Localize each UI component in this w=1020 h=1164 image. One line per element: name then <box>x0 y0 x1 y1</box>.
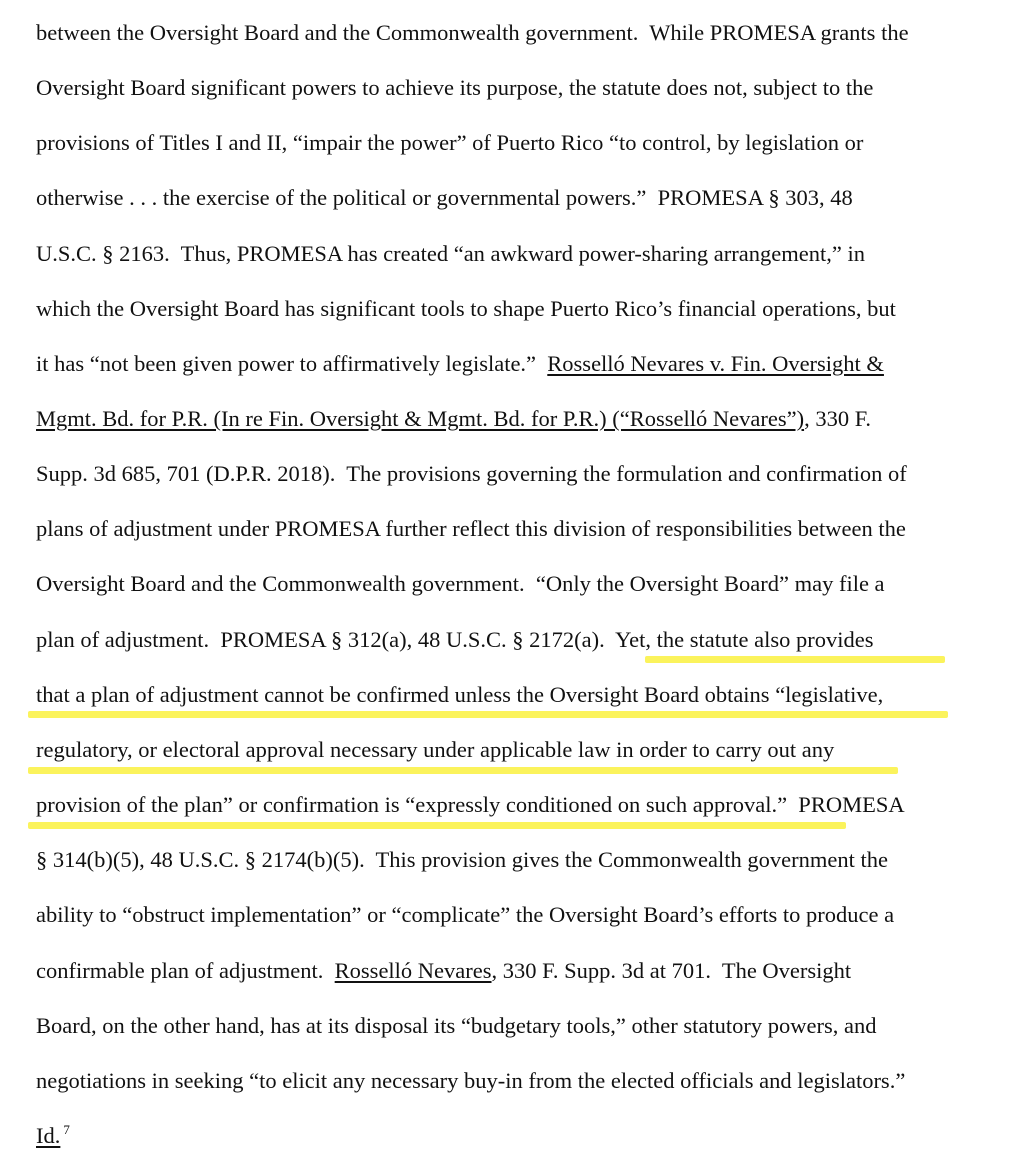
footnote-marker[interactable]: 7 <box>63 1122 70 1137</box>
text-line <box>36 1067 905 1095</box>
text-line <box>36 736 834 764</box>
case-citation-link: Mgmt. Bd. for P.R. (In re Fin. Oversight & Mgmt. Bd. for P.R.) (“Rosselló Nevares”) <box>36 406 805 431</box>
text-run: provisions of Titles I and II, “impair the power” of Puerto Rico “to control, by legislation or <box>36 130 864 155</box>
text-line <box>36 240 865 268</box>
text-line <box>36 1012 876 1040</box>
text-run: confirmable plan of adjustment. <box>36 958 335 983</box>
text-run: it has “not been given power to affirmatively legislate.” <box>36 351 548 376</box>
text-run: , 330 F. Supp. 3d at 701. The Oversight <box>491 958 852 983</box>
text-run: § 314(b)(5), 48 U.S.C. § 2174(b)(5). This provision gives the Commonwealth government the <box>36 847 888 872</box>
text-run: Supp. 3d 685, 701 (D.P.R. 2018). The provisions governing the formulation and confirmation of <box>36 461 907 486</box>
text-line <box>36 460 907 488</box>
highlight-stroke <box>645 656 945 663</box>
text-line <box>36 626 873 654</box>
text-line <box>36 846 888 874</box>
text-line <box>36 957 851 985</box>
text-run: between the Oversight Board and the Commonwealth government. While PROMESA grants the <box>36 20 909 45</box>
text-run: regulatory, or electoral approval necessary under applicable law in order to carry out any <box>36 737 835 762</box>
text-run: Oversight Board and the Commonwealth government. “Only the Oversight Board” may file a <box>36 571 885 596</box>
id-citation: Id. <box>36 1123 61 1148</box>
case-citation-link: Rosselló Nevares <box>334 958 492 983</box>
text-line <box>36 791 905 819</box>
text-run: provision of the plan” or confirmation is “expressly conditioned on such approval.” PROMESA <box>36 792 905 817</box>
text-line <box>36 1122 70 1150</box>
text-line <box>36 405 871 433</box>
text-run: ability to “obstruct implementation” or “complicate” the Oversight Board’s efforts to produce a <box>36 902 895 927</box>
text-line <box>36 570 885 598</box>
text-run: U.S.C. § 2163. Thus, PROMESA has created “an awkward power-sharing arrangement,” in <box>36 241 865 266</box>
text-run: negotiations in seeking “to elicit any necessary buy-in from the elected officials and legislators.” <box>36 1068 906 1093</box>
text-run: otherwise . . . the exercise of the political or governmental powers.” PROMESA § 303, 48 <box>36 185 853 210</box>
case-citation-link: Rosselló Nevares v. Fin. Oversight & <box>547 351 884 376</box>
text-line <box>36 19 909 47</box>
text-line <box>36 295 896 323</box>
text-line <box>36 129 863 157</box>
text-line <box>36 350 884 378</box>
highlight-stroke <box>28 711 948 718</box>
text-run: that a plan of adjustment cannot be confirmed unless the Oversight Board obtains “legislative, <box>36 682 884 707</box>
text-run: , 330 F. <box>804 406 872 431</box>
text-run: plan of adjustment. PROMESA § 312(a), 48 U.S.C. § 2172(a). Yet, the statute also provides <box>36 627 874 652</box>
highlight-stroke <box>28 767 898 774</box>
text-line <box>36 681 883 709</box>
highlight-stroke <box>28 822 846 829</box>
text-run: Oversight Board significant powers to achieve its purpose, the statute does not, subject to the <box>36 75 874 100</box>
text-line <box>36 515 906 543</box>
text-line <box>36 901 894 929</box>
text-line <box>36 184 853 212</box>
text-run: plans of adjustment under PROMESA further reflect this division of responsibilities between the <box>36 516 906 541</box>
text-run: Board, on the other hand, has at its disposal its “budgetary tools,” other statutory powers, and <box>36 1013 877 1038</box>
text-line <box>36 74 873 102</box>
text-run: which the Oversight Board has significant tools to shape Puerto Rico’s financial operations, but <box>36 296 896 321</box>
